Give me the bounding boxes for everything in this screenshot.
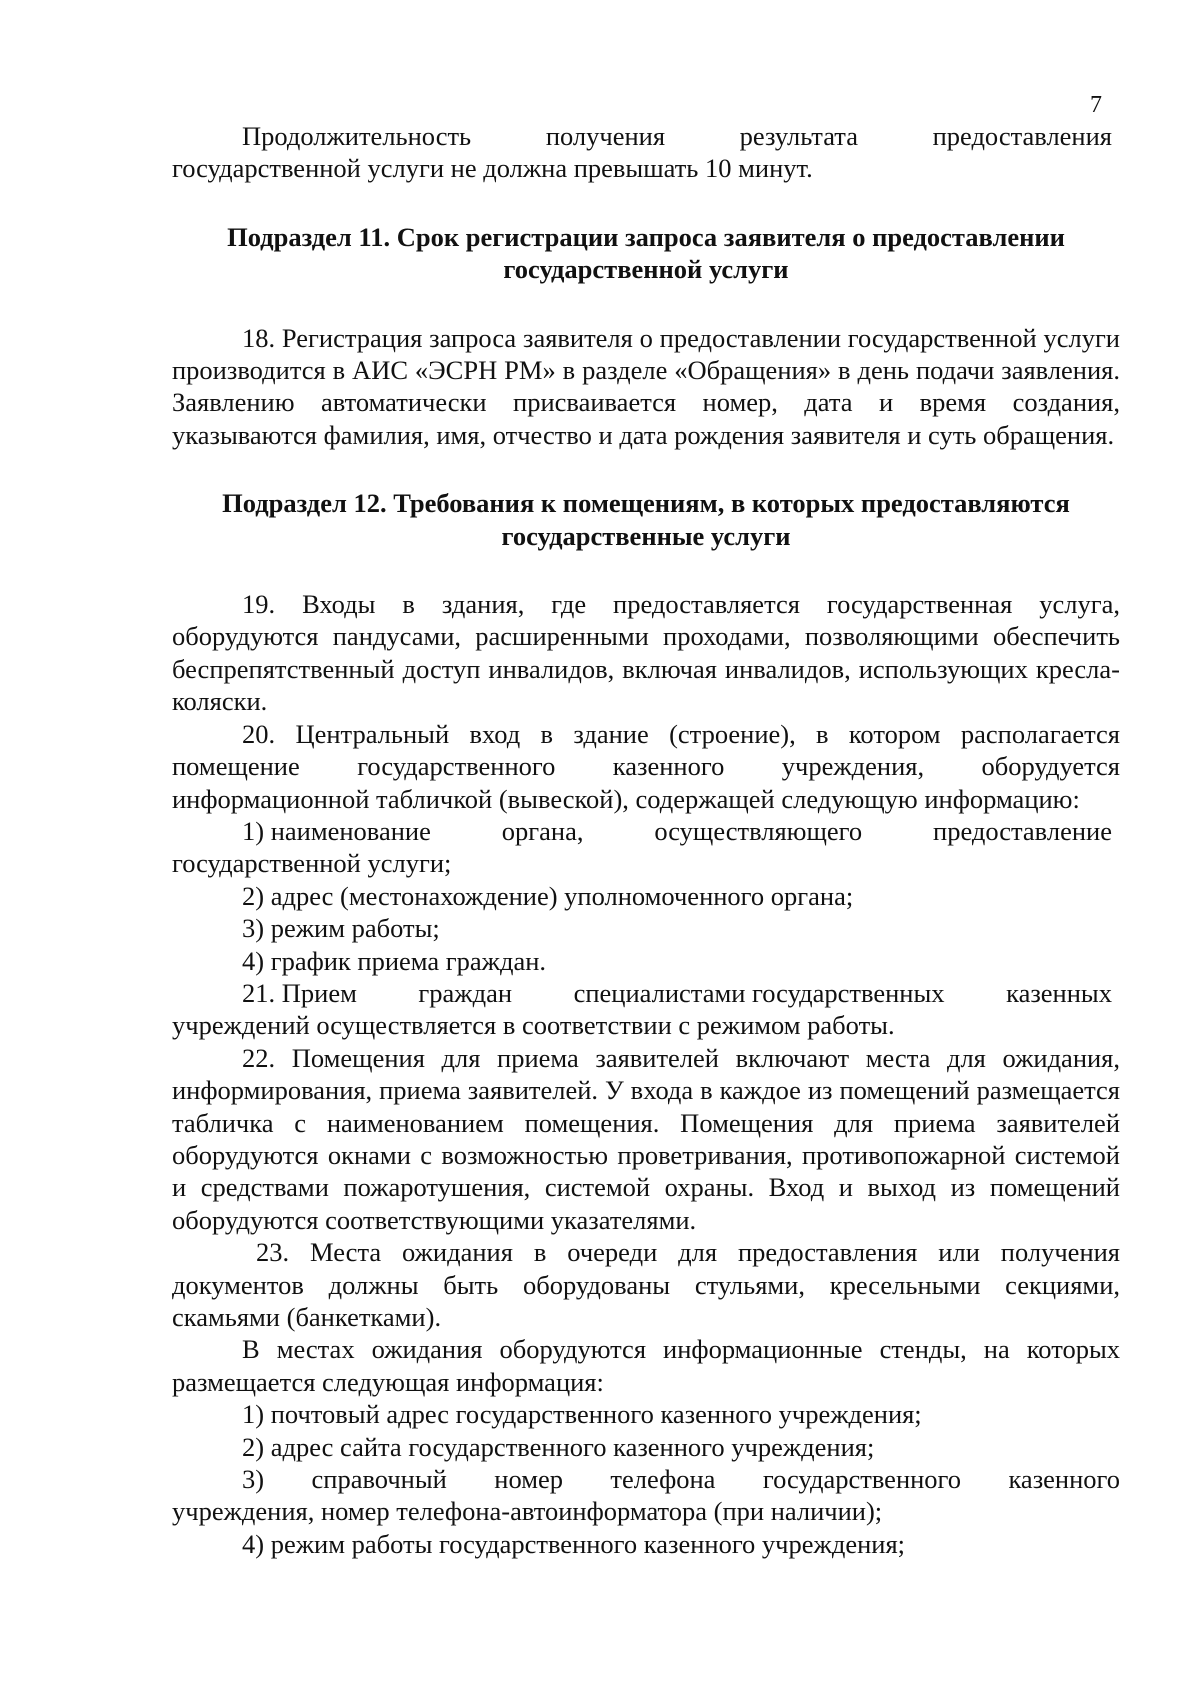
section-12-heading	[172, 487, 1120, 552]
paragraph-20-item-3: 3) режим работы;	[242, 913, 440, 944]
item3-word: 3)	[242, 1464, 265, 1495]
section-12-heading-line-2: государственные услуги	[501, 520, 791, 551]
p21-word: 21. Прием	[242, 977, 357, 1008]
paragraph-23-item-3-line-2: учреждения, номер телефона-автоинформатора (при наличии);	[172, 1496, 883, 1527]
document-body	[172, 120, 1120, 1560]
item3-word: телефона	[610, 1464, 716, 1495]
paragraph-18: 18. Регистрация запроса заявителя о предоставлении государственной услуги производится в АИС «ЭСРН РМ» в разделе «Обращения» в день подачи заявления. Заявлению автоматически присваивается номер, дата и время создания, указываются фамилия, имя, отчество и дата рождения заявителя и суть обращения.	[172, 322, 1120, 450]
item3-word: справочный	[311, 1464, 447, 1495]
item3-word: номер	[494, 1464, 563, 1495]
paragraph-23: 23. Места ожидания в очереди для предоставления или получения документов должны быть оборудованы стульями, кресельными секциями, скамьями (банкетками).	[172, 1237, 1120, 1332]
paragraph-23-item-3-line-1	[172, 1463, 1120, 1495]
paragraph-23-item-2: 2) адрес сайта государственного казенного учреждения;	[242, 1431, 875, 1462]
section-12-heading-line-1: Подраздел 12. Требования к помещениям, в которых предоставляются	[222, 488, 1070, 519]
intro-word: предоставления	[932, 121, 1112, 151]
paragraph-22: 22. Помещения для приема заявителей включают места для ожидания, информирования, приема заявителей. У входа в каждое из помещений размещается табличка с наименованием помещения. Помещения для приема заявителей оборудуются окнами с возможностью проветривания, противопожарной системой и средствами пожаротушения, системой охраны. Вход и выход из помещений оборудуются соответствующими указателями.	[172, 1042, 1120, 1235]
paragraph-23-item-1: 1) почтовый адрес государственного казенного учреждения;	[242, 1399, 922, 1430]
paragraph-23-stands: В местах ожидания оборудуются информационные стенды, на которых размещается следующая информация:	[172, 1334, 1120, 1397]
intro-line-2: государственной услуги не должна превышать 10 минут.	[172, 153, 813, 184]
intro-word: Продолжительность	[242, 121, 472, 151]
item-word: осуществляющего	[654, 815, 863, 846]
section-11-heading	[172, 221, 1120, 286]
section-11-heading-line-1: Подраздел 11. Срок регистрации запроса заявителя о предоставлении	[227, 221, 1065, 252]
intro-word: получения	[545, 121, 666, 151]
paragraph-20-item-1-line-2: государственной услуги;	[172, 848, 452, 879]
paragraph-20-item-1-line-1	[172, 815, 1120, 847]
paragraph-23-item-4: 4) режим работы государственного казенного учреждения;	[242, 1528, 905, 1559]
paragraph-20-item-2: 2) адрес (местонахождение) уполномоченного органа;	[242, 880, 854, 911]
paragraph-19: 19. Входы в здания, где предоставляется государственная услуга, оборудуются пандусами, расширенными проходами, позволяющими обеспечить беспрепятственный доступ инвалидов, включая инвалидов, использующих кресла-коляски.	[172, 589, 1120, 717]
p21-word: казенных	[1006, 977, 1112, 1008]
item3-word: государственного	[762, 1464, 962, 1495]
page-number: 7	[1090, 92, 1102, 118]
item-word: 1) наименование	[242, 815, 431, 846]
paragraph-21-line-1	[172, 977, 1120, 1009]
p21-word: граждан	[418, 977, 513, 1008]
intro-word: результата	[739, 121, 858, 151]
paragraph-20-item-4: 4) график приема граждан.	[242, 945, 547, 976]
intro-line-1	[172, 120, 1120, 152]
section-11-heading-line-2: государственной услуги	[503, 254, 789, 285]
paragraph-21-line-2: учреждений осуществляется в соответствии с режимом работы.	[172, 1010, 895, 1041]
p21-word: специалистами государственных	[573, 977, 945, 1008]
item-word: органа,	[501, 815, 584, 846]
paragraph-20: 20. Центральный вход в здание (строение), в котором располагается помещение государственного казенного учреждения, оборудуется информационной табличкой (вывеской), содержащей следующую информацию:	[172, 718, 1120, 814]
item-word: предоставление	[933, 815, 1112, 846]
item3-word: казенного	[1008, 1464, 1120, 1495]
